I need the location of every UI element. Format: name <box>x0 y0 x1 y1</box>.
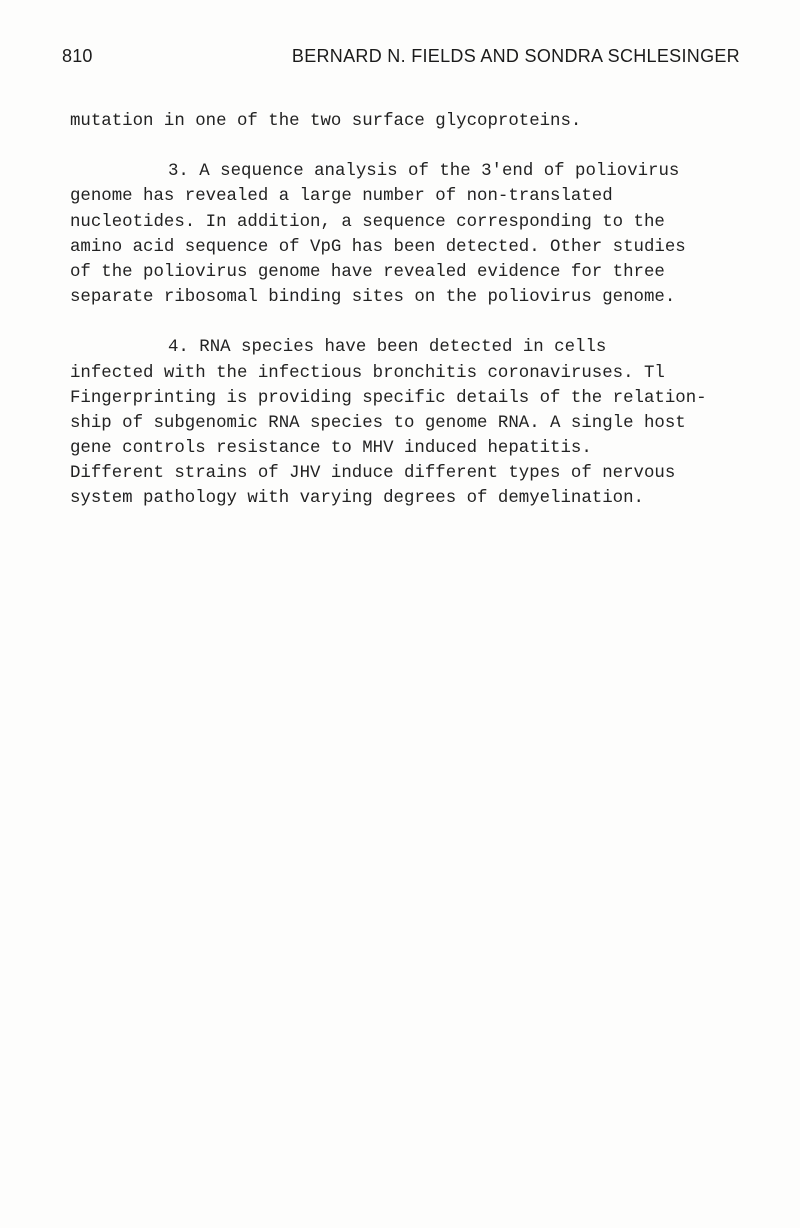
text-line: gene controls resistance to MHV induced hepatitis. <box>70 439 592 459</box>
text-line: genome has revealed a large number of non-translated <box>70 187 613 207</box>
text-line: mutation in one of the two surface glycoproteins. <box>70 112 582 131</box>
paragraph-1 <box>70 109 770 134</box>
text-line: separate ribosomal binding sites on the poliovirus genome. <box>70 288 676 308</box>
running-title: BERNARD N. FIELDS AND SONDRA SCHLESINGER <box>291 46 740 66</box>
text-line: Different strains of JHV induce different types of nervous <box>70 464 676 484</box>
text-line: 4. RNA species have been detected in cells <box>168 338 607 358</box>
text-line: of the poliovirus genome have revealed evidence for three <box>70 262 665 282</box>
paragraph-gap <box>70 134 770 159</box>
paragraph-2 <box>70 159 770 310</box>
paragraph-gap <box>70 310 770 335</box>
text-line: infected with the infectious bronchitis coronaviruses. Tl <box>70 363 665 383</box>
text-line: nucleotides. In addition, a sequence corresponding to the <box>70 212 665 232</box>
body-text <box>70 109 770 512</box>
paragraph-3 <box>70 335 770 511</box>
text-line: 3. A sequence analysis of the 3'end of poliovirus <box>168 162 680 182</box>
text-line: Fingerprinting is providing specific details of the relation- <box>70 388 707 408</box>
page-number: 810 <box>62 46 93 66</box>
text-line: system pathology with varying degrees of demyelination. <box>70 489 644 509</box>
text-line: ship of subgenomic RNA species to genome RNA. A single host <box>70 413 686 433</box>
running-head <box>62 46 742 72</box>
text-line: amino acid sequence of VpG has been detected. Other studies <box>70 237 686 257</box>
